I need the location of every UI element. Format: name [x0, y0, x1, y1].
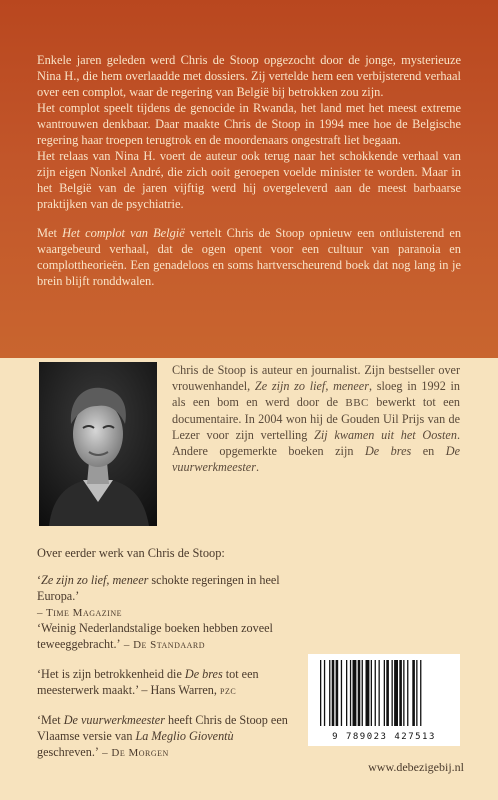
barcode-bar: [420, 660, 421, 726]
barcode-bar: [332, 660, 335, 726]
barcode-bar: [399, 660, 402, 726]
barcode-bar: [362, 660, 363, 726]
barcode-bar: [329, 660, 330, 726]
author-photo: [39, 362, 157, 526]
blurb-paragraph-1: Enkele jaren geleden werd Chris de Stoop opgezocht door de jonge, mysterieuze Nina H., die hem overlaadde met dossiers. Zij vertelde hem een verbijsterend verhaal over een complot, waar de regering van België bij betrokken zou zijn.: [37, 53, 461, 99]
quote-4: ‘Met De vuurwerkmeester heeft Chris de Stoop een Vlaamse versie van La Meglio Gioventù geschreven.’ – De Morgen: [37, 713, 288, 759]
barcode-bar: [403, 660, 404, 726]
blurb-paragraph-3: Het relaas van Nina H. voert de auteur ook terug naar het schokkende verhaal van zijn eigen Nonkel André, die zich ooit geroepen voelde minister te worden. Maar in het België van de jaren vijftig werd hij overgeleverd aan de meest barbaarse praktijken van de psychiatrie.: [37, 149, 461, 211]
blurb-panel: [0, 0, 498, 358]
barcode-bars: [308, 654, 460, 734]
barcode-bar: [353, 660, 357, 726]
blurb-text: [37, 52, 461, 289]
barcode-bar: [412, 660, 415, 726]
barcode-bar: [341, 660, 342, 726]
publisher-url: www.debezigebij.nl: [368, 760, 464, 774]
barcode-bar: [358, 660, 361, 726]
back-cover-lower: [0, 358, 498, 800]
barcode-bar: [386, 660, 389, 726]
isbn-barcode: [308, 654, 460, 746]
barcode-bar: [375, 660, 376, 726]
blurb-paragraph-2: Het complot speelt tijdens de genocide in Rwanda, het land met het meest extreme wantrouwen denkbaar. Daar maakte Chris de Stoop in 1994 mee hoe de Belgische regering haar troepen terugtrok en de moordenaars ongestraft liet begaan.: [37, 101, 461, 147]
barcode-bar: [407, 660, 408, 726]
barcode-bar: [384, 660, 385, 726]
quote-2: ‘Weinig Nederlandstalige boeken hebben zoveel teweeggebracht.’ – De Standaard: [37, 621, 273, 651]
barcode-bar: [394, 660, 398, 726]
barcode-bar: [324, 660, 325, 726]
blurb-paragraph-4: Met Het complot van België vertelt Chris de Stoop opnieuw een ontluisterend en waargebeurd verhaal, dat de ogen opent voor een cultuur van paranoia en complottheorieën. Een genadeloos en soms hartverscheurend boek dat nog lang in je brein blijft ronddwalen.: [37, 226, 462, 288]
isbn-number: 9 789023 427513: [332, 732, 436, 742]
barcode-bar: [320, 660, 321, 726]
barcode-bar: [392, 660, 393, 726]
quotes-heading: Over eerder werk van Chris de Stoop:: [37, 546, 225, 560]
quote-3: ‘Het is zijn betrokkenheid die De bres tot een meesterwerk maakt.’ – Hans Warren, pzc: [37, 667, 259, 697]
barcode-bar: [366, 660, 370, 726]
book-title: Het complot van België: [62, 226, 185, 240]
barcode-bar: [350, 660, 351, 726]
barcode-bar: [416, 660, 417, 726]
barcode-bar: [336, 660, 339, 726]
quote-1: ‘Ze zijn zo lief, meneer schokte regeringen in heel Europa.’ – Time Magazine: [37, 573, 280, 619]
author-bio: Chris de Stoop is auteur en journalist. Zijn bestseller over vrouwenhandel, Ze zijn zo lief, meneer, sloeg in 1992 in als een bom en werd door de BBC bewerkt tot een documentaire. In 2004 won hij de Gouden Uil Prijs van de Lezer voor zijn vertelling Zij kwamen uit het Oosten. Andere opgemerkte boeken zijn De bres en De vuurwerkmeester.: [172, 363, 461, 474]
barcode-bar: [346, 660, 347, 726]
barcode-bar: [371, 660, 372, 726]
barcode-bar: [379, 660, 380, 726]
